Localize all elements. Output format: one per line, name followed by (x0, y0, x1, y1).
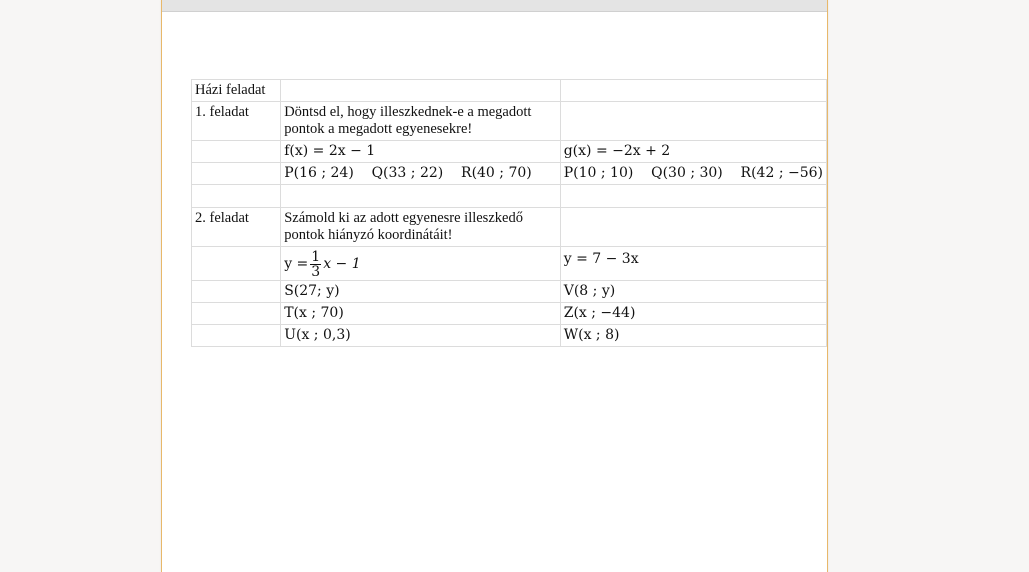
equation-2: y = 7 − 3x (563, 251, 639, 267)
equation-1-lhs: y = (284, 255, 309, 272)
points-g: P(10 ; 10) Q(30 ; 30) R(42 ; −56) (563, 165, 823, 181)
table-cell[interactable] (560, 185, 826, 208)
point-cell[interactable] (560, 281, 826, 303)
points-f-cell[interactable] (281, 163, 561, 185)
point-w: W(x ; 8) (563, 327, 620, 343)
function-f: f(x) = 2x − 1 (284, 143, 376, 159)
point-cell[interactable] (560, 303, 826, 325)
table-cell[interactable] (192, 185, 281, 208)
fraction-numerator: 1 (311, 249, 321, 265)
point-z: Z(x ; −44) (563, 305, 636, 321)
homework-table (191, 79, 827, 347)
table-row (192, 163, 827, 185)
points-f: P(16 ; 24) Q(33 ; 22) R(40 ; 70) (284, 165, 532, 181)
table-row (192, 185, 827, 208)
table-row (192, 281, 827, 303)
point-cell[interactable] (281, 325, 561, 347)
task1-instruction[interactable]: Döntsd el, hogy illeszkednek-e a megadott pontok a megadott egyenesekre! (281, 102, 561, 141)
table-cell[interactable] (192, 303, 281, 325)
point-cell[interactable] (281, 303, 561, 325)
table-cell[interactable] (192, 163, 281, 185)
table-cell[interactable] (192, 247, 281, 281)
point-v: V(8 ; y) (563, 283, 616, 299)
equation-1-rest: x − 1 (323, 255, 361, 272)
point-cell[interactable] (281, 281, 561, 303)
point-u: U(x ; 0,3) (284, 327, 351, 343)
point-cell[interactable] (560, 325, 826, 347)
table-cell[interactable] (281, 185, 561, 208)
task2-label[interactable]: 2. feladat (192, 208, 281, 247)
task2-instruction[interactable]: Számold ki az adott egyenesre illeszkedő pontok hiányzó koordinátáit! (281, 208, 561, 247)
table-cell[interactable] (192, 141, 281, 163)
function-g: g(x) = −2x + 2 (563, 143, 671, 159)
table-cell[interactable] (281, 80, 561, 102)
table-row (192, 141, 827, 163)
table-row (192, 247, 827, 281)
page-top-bar (162, 0, 827, 12)
document-page (161, 0, 828, 572)
task1-label[interactable]: 1. feladat (192, 102, 281, 141)
table-row (192, 208, 827, 247)
table-cell[interactable] (560, 80, 826, 102)
equation-2-cell[interactable] (560, 247, 826, 281)
function-f-cell[interactable] (281, 141, 561, 163)
table-cell[interactable] (560, 102, 826, 141)
fraction-denominator: 3 (311, 264, 321, 280)
table-row (192, 80, 827, 102)
point-t: T(x ; 70) (284, 305, 344, 321)
table-row (192, 102, 827, 141)
table-cell[interactable] (192, 325, 281, 347)
equation-1-cell[interactable] (281, 247, 561, 281)
table-row (192, 303, 827, 325)
equation-1-fraction (310, 250, 321, 279)
table-cell[interactable] (560, 208, 826, 247)
header-cell[interactable]: Házi feladat (192, 80, 281, 102)
table-cell[interactable] (192, 281, 281, 303)
point-s: S(27; y) (284, 283, 340, 299)
function-g-cell[interactable] (560, 141, 826, 163)
points-g-cell[interactable] (560, 163, 826, 185)
table-row (192, 325, 827, 347)
